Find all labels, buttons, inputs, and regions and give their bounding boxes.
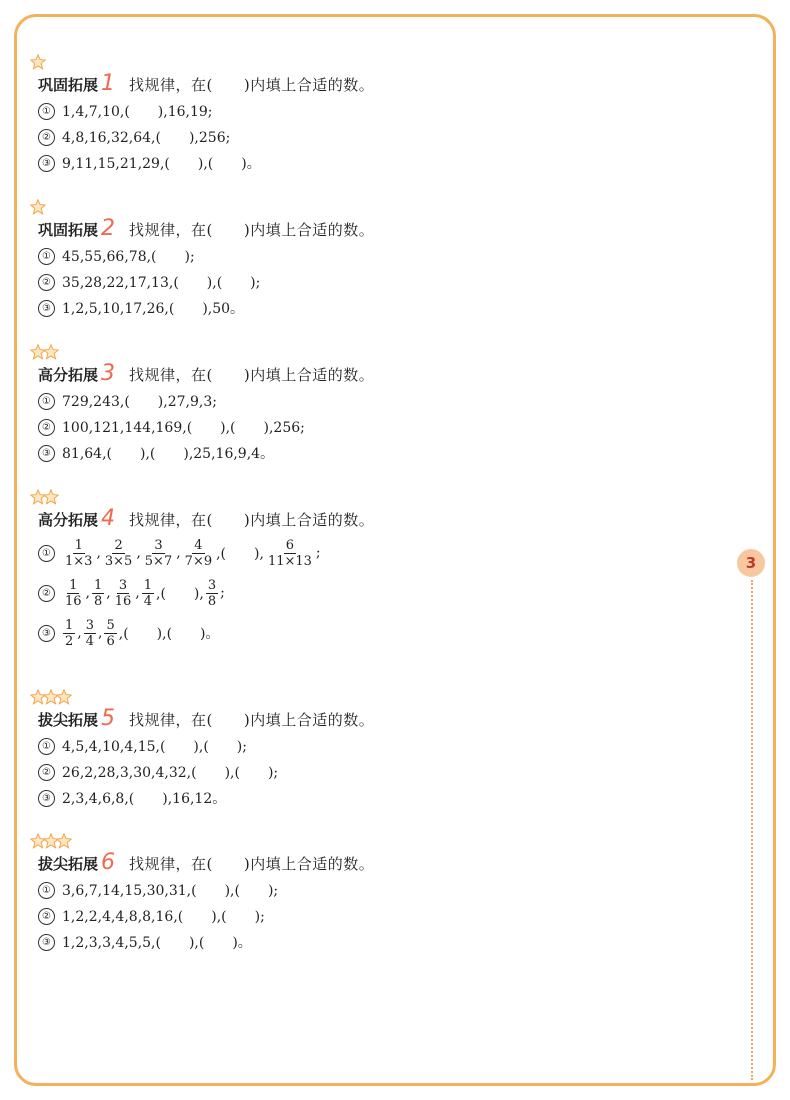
- numerator: 3: [118, 577, 128, 593]
- section-label: 高分拓展: [38, 366, 99, 384]
- separator-text: ,: [136, 545, 141, 561]
- separator-text: ,( ),: [156, 586, 204, 602]
- section-5: [38, 706, 375, 811]
- numerator: 3: [85, 617, 95, 633]
- item-mark: ②: [38, 274, 55, 291]
- list-item: [38, 98, 374, 124]
- list-item: [38, 295, 374, 321]
- section-number: 3: [101, 361, 116, 386]
- list-item: [38, 877, 374, 903]
- item-mark: ③: [38, 155, 55, 172]
- numerator: 5: [106, 617, 115, 633]
- page-number-badge: 3: [737, 549, 765, 577]
- fraction-list-item: [38, 573, 374, 613]
- star-icon: [56, 689, 72, 705]
- item-text: 1,2,5,10,17,26,( ),50。: [62, 301, 245, 317]
- item-text: 3,6,7,14,15,30,31,( ),( );: [62, 883, 279, 899]
- section-2: [38, 216, 375, 321]
- fraction: [183, 538, 214, 569]
- section-4: [38, 506, 375, 653]
- difficulty-stars: [30, 344, 56, 362]
- numerator: 2: [114, 537, 123, 553]
- numerator: 1: [94, 577, 103, 593]
- star-icon: [30, 199, 46, 215]
- item-mark: ①: [38, 545, 55, 562]
- fraction: [84, 618, 96, 649]
- list-item: [38, 733, 374, 759]
- difficulty-stars: [30, 199, 43, 217]
- section-1: [38, 71, 375, 176]
- list-item: [38, 759, 374, 785]
- numerator: 3: [207, 577, 217, 593]
- separator-text: ,: [98, 625, 103, 641]
- separator-text: ;: [315, 545, 321, 561]
- item-mark: ②: [38, 764, 55, 781]
- denominator: 2: [65, 633, 74, 649]
- list-item: [38, 388, 374, 414]
- separator-text: ,: [85, 585, 90, 601]
- section-label: 高分拓展: [38, 511, 99, 529]
- section-6: [38, 850, 375, 955]
- numerator: 1: [65, 617, 74, 633]
- item-text: 35,28,22,17,13,( ),( );: [62, 275, 261, 291]
- denominator: 16: [114, 593, 132, 609]
- item-mark: ③: [38, 300, 55, 317]
- denominator: 8: [94, 593, 103, 609]
- section-3: [38, 361, 375, 466]
- item-mark: ③: [38, 625, 55, 642]
- item-mark: ②: [38, 585, 55, 602]
- fraction-list-item: [38, 533, 374, 573]
- item-text: 1,2,2,4,4,8,8,16,( ),( );: [62, 909, 265, 925]
- separator-text: ,: [176, 545, 181, 561]
- instruction-text: 找规律，在( )内填上合适的数。: [129, 76, 375, 94]
- section-title: [38, 850, 375, 877]
- section-title: [38, 216, 375, 243]
- numerator: 1: [69, 577, 78, 593]
- instruction-text: 找规律，在( )内填上合适的数。: [129, 711, 375, 729]
- denominator: 4: [85, 633, 95, 649]
- star-icon: [43, 344, 59, 360]
- item-mark: ②: [38, 129, 55, 146]
- item-mark: ③: [38, 790, 55, 807]
- fraction: [104, 618, 116, 649]
- item-mark: ①: [38, 393, 55, 410]
- item-mark: ②: [38, 419, 55, 436]
- numerator: 1: [143, 577, 153, 593]
- section-title: [38, 361, 375, 388]
- difficulty-stars: [30, 54, 43, 72]
- separator-text: ,( ),( )。: [118, 626, 220, 642]
- item-text: 729,243,( ),27,9,3;: [62, 394, 217, 410]
- separator-text: ,: [135, 585, 140, 601]
- denominator: 1×3: [65, 553, 93, 569]
- item-text: 4,8,16,32,64,( ),256;: [62, 130, 231, 146]
- numerator: 6: [285, 537, 295, 553]
- list-item: [38, 903, 374, 929]
- section-label: 巩固拓展: [38, 221, 99, 239]
- item-text: 9,11,15,21,29,( ),( )。: [62, 156, 261, 172]
- denominator: 7×9: [184, 553, 213, 569]
- item-mark: ①: [38, 103, 55, 120]
- fraction-list-item: [38, 613, 374, 653]
- instruction-text: 找规律，在( )内填上合适的数。: [129, 855, 375, 873]
- fraction: [142, 578, 154, 609]
- list-item: [38, 440, 374, 466]
- section-label: 拔尖拓展: [38, 711, 99, 729]
- item-mark: ①: [38, 738, 55, 755]
- difficulty-stars: [30, 689, 69, 707]
- list-item: [38, 414, 374, 440]
- item-text: 26,2,28,3,30,4,32,( ),( );: [62, 765, 279, 781]
- fraction-list: [38, 533, 374, 653]
- item-mark: ①: [38, 882, 55, 899]
- separator-text: ,: [96, 545, 101, 561]
- item-mark: ③: [38, 445, 55, 462]
- denominator: 8: [207, 593, 217, 609]
- item-text: 1,2,3,3,4,5,5,( ),( )。: [62, 935, 252, 951]
- list-item: [38, 124, 374, 150]
- list-item: [38, 929, 374, 955]
- instruction-text: 找规律，在( )内填上合适的数。: [129, 221, 375, 239]
- section-number: 1: [101, 71, 116, 96]
- separator-text: ,( ),: [216, 546, 264, 562]
- instruction-text: 找规律，在( )内填上合适的数。: [129, 511, 375, 529]
- section-number: 4: [101, 506, 116, 531]
- denominator: 16: [65, 593, 82, 609]
- item-text: 81,64,( ),( ),25,16,9,4。: [62, 446, 275, 462]
- denominator: 5×7: [144, 553, 173, 569]
- section-label: 拔尖拓展: [38, 855, 99, 873]
- section-number: 2: [101, 216, 116, 241]
- star-icon: [43, 489, 59, 505]
- fraction: [92, 578, 104, 609]
- item-text: 45,55,66,78,( );: [62, 249, 195, 265]
- denominator: 6: [106, 633, 115, 649]
- item-mark: ①: [38, 248, 55, 265]
- fraction: [113, 578, 134, 609]
- section-title: [38, 506, 375, 533]
- numerator: 4: [194, 537, 203, 553]
- fraction: [143, 538, 174, 569]
- section-title: [38, 71, 375, 98]
- item-mark: ③: [38, 934, 55, 951]
- list-item: [38, 150, 374, 176]
- denominator: 3×5: [104, 553, 133, 569]
- item-text: 4,5,4,10,4,15,( ),( );: [62, 739, 247, 755]
- section-number: 6: [101, 850, 116, 875]
- section-number: 5: [101, 706, 116, 731]
- numerator: 3: [154, 537, 163, 553]
- denominator: 4: [143, 593, 153, 609]
- fraction: [63, 618, 75, 649]
- section-label: 巩固拓展: [38, 76, 99, 94]
- denominator: 11×13: [267, 553, 312, 569]
- instruction-text: 找规律，在( )内填上合适的数。: [129, 366, 375, 384]
- list-item: [38, 785, 374, 811]
- difficulty-stars: [30, 489, 56, 507]
- list-item: [38, 243, 374, 269]
- list-item: [38, 269, 374, 295]
- fraction: [103, 538, 134, 569]
- separator-text: ,: [77, 625, 82, 641]
- numerator: 1: [74, 537, 83, 553]
- item-text: 100,121,144,169,( ),( ),256;: [62, 420, 305, 436]
- dotted-divider: [751, 580, 753, 1080]
- difficulty-stars: [30, 833, 69, 851]
- star-icon: [56, 833, 72, 849]
- star-icon: [30, 54, 46, 70]
- section-title: [38, 706, 375, 733]
- item-text: 2,3,4,6,8,( ),16,12。: [62, 791, 227, 807]
- separator-text: ,: [106, 585, 111, 601]
- fraction: [206, 578, 218, 609]
- item-mark: ②: [38, 908, 55, 925]
- separator-text: ;: [220, 585, 225, 601]
- item-text: 1,4,7,10,( ),16,19;: [62, 104, 213, 120]
- fraction: [63, 578, 84, 609]
- fraction: [63, 538, 94, 569]
- fraction: [266, 538, 314, 569]
